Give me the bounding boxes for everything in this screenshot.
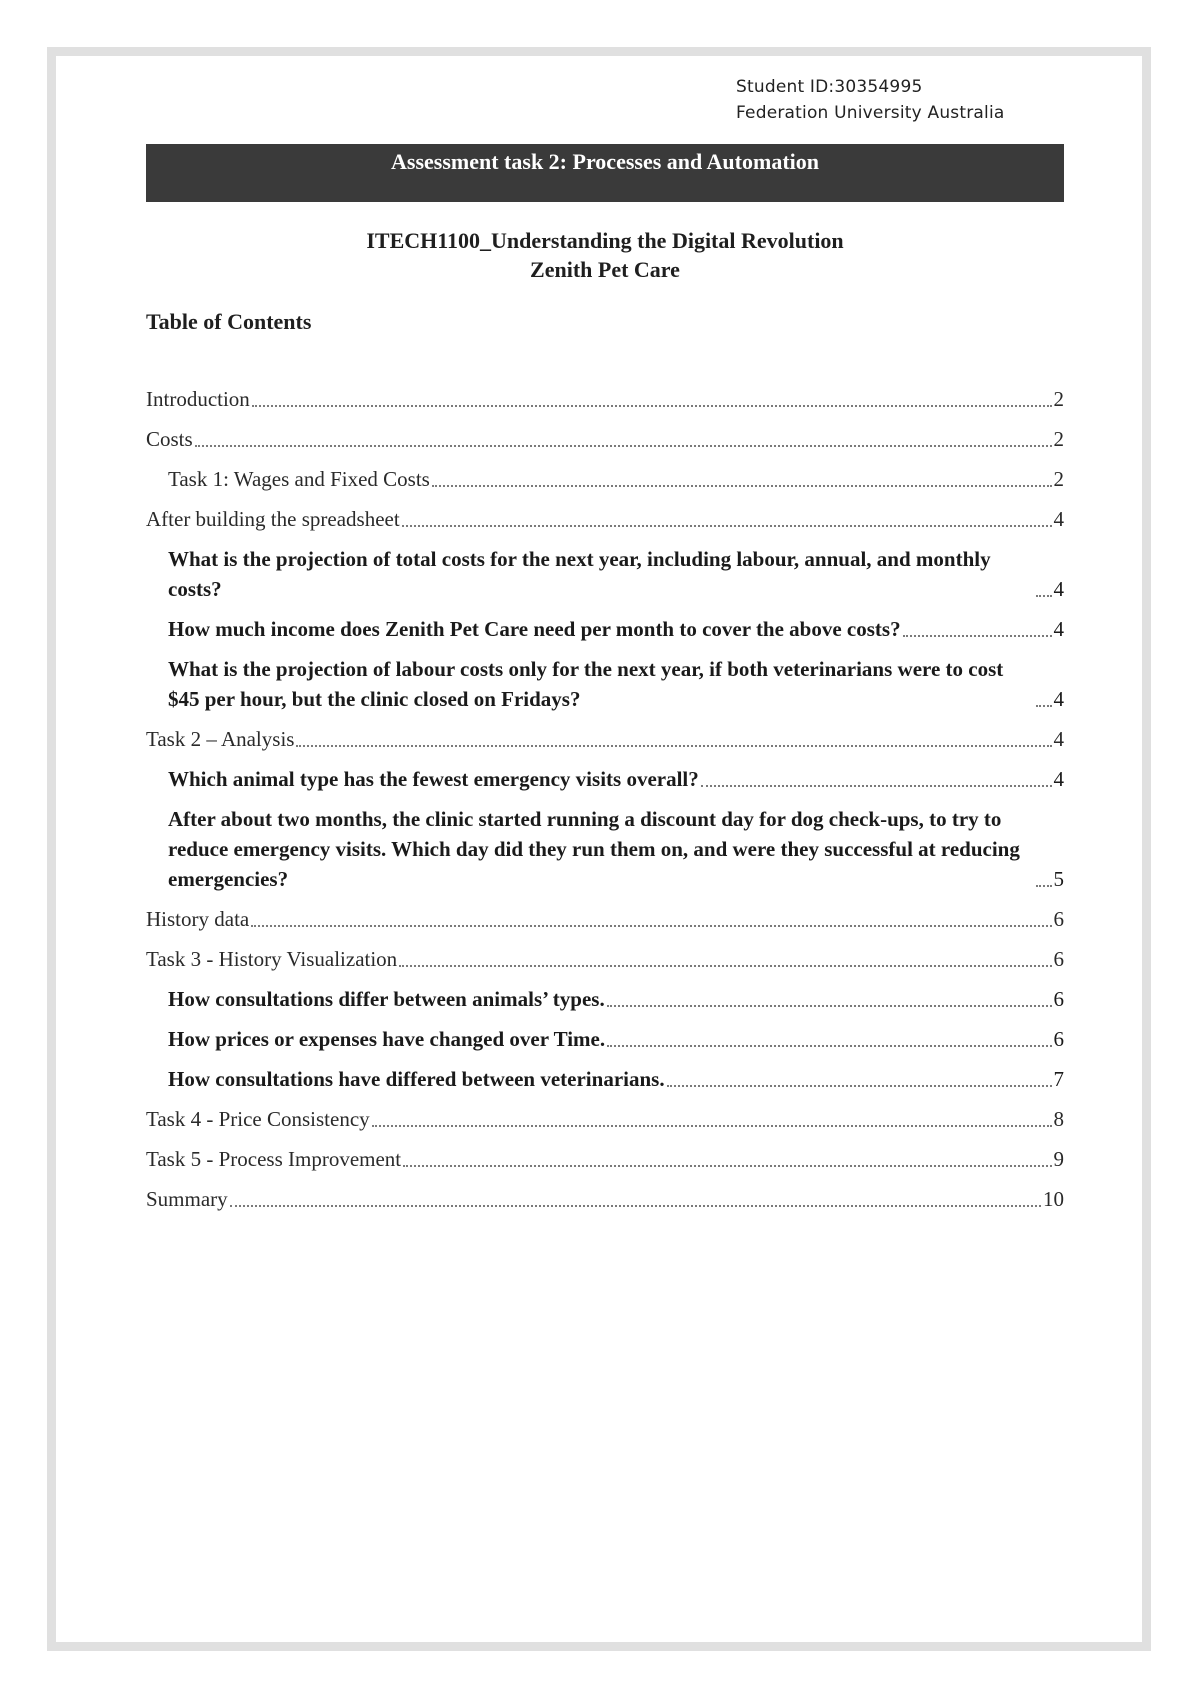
toc-entry-title: How consultations have differed between veterinarians. bbox=[168, 1067, 665, 1091]
toc-entry[interactable] bbox=[146, 984, 1064, 1014]
toc-leader-dots bbox=[251, 925, 1051, 927]
toc-page-number: 9 bbox=[1053, 1147, 1064, 1171]
toc-entry-title: History data bbox=[146, 907, 250, 931]
table-of-contents bbox=[146, 384, 1064, 1224]
assessment-title-bar bbox=[146, 144, 1064, 202]
toc-page-number: 4 bbox=[1053, 767, 1064, 791]
toc-entry[interactable] bbox=[146, 764, 1064, 794]
toc-leader-dots bbox=[1036, 705, 1052, 707]
toc-leader-dots bbox=[230, 1205, 1041, 1207]
toc-entry-title: Costs bbox=[146, 427, 193, 451]
toc-heading: Table of Contents bbox=[146, 309, 312, 334]
toc-leader-dots bbox=[252, 405, 1052, 407]
toc-leader-dots bbox=[1036, 885, 1052, 887]
university-name: Federation University Australia bbox=[736, 103, 1005, 123]
toc-page-number: 4 bbox=[1053, 577, 1064, 601]
toc-entry-title: Which animal type has the fewest emergency visits overall? bbox=[168, 767, 699, 791]
toc-entry[interactable] bbox=[146, 944, 1064, 974]
toc-entry-title: How consultations differ between animals’ types. bbox=[168, 987, 605, 1011]
toc-page-number: 5 bbox=[1053, 867, 1064, 891]
assessment-title: Assessment task 2: Processes and Automation bbox=[391, 149, 819, 174]
toc-page-number: 2 bbox=[1053, 427, 1064, 451]
toc-page-number: 7 bbox=[1053, 1067, 1064, 1091]
toc-entry[interactable] bbox=[146, 904, 1064, 934]
toc-page-number: 6 bbox=[1053, 1027, 1064, 1051]
toc-page-number: 6 bbox=[1053, 907, 1064, 931]
toc-entry-title: After about two months, the clinic started running a discount day for dog check-ups, to try to reduce emergency visits. Which day did they run them on, and were they successful at reducing emergencies? bbox=[168, 807, 1020, 891]
toc-leader-dots bbox=[402, 525, 1052, 527]
toc-leader-dots bbox=[372, 1125, 1052, 1127]
toc-entry[interactable] bbox=[146, 724, 1064, 754]
toc-entry-title: Summary bbox=[146, 1187, 228, 1211]
toc-page-number: 2 bbox=[1053, 467, 1064, 491]
toc-leader-dots bbox=[195, 445, 1052, 447]
page-header bbox=[736, 74, 1005, 126]
toc-entry-title: After building the spreadsheet bbox=[146, 507, 400, 531]
toc-page-number: 2 bbox=[1053, 387, 1064, 411]
toc-entry[interactable] bbox=[146, 654, 1064, 714]
toc-entry[interactable] bbox=[146, 614, 1064, 644]
toc-leader-dots bbox=[403, 1165, 1051, 1167]
toc-page-number: 10 bbox=[1043, 1187, 1064, 1211]
subject-title: Zenith Pet Care bbox=[530, 257, 680, 282]
toc-page-number: 4 bbox=[1053, 687, 1064, 711]
toc-leader-dots bbox=[399, 965, 1051, 967]
toc-entry-title: Task 1: Wages and Fixed Costs bbox=[168, 467, 430, 491]
toc-entry-title: Task 2 – Analysis bbox=[146, 727, 295, 751]
document-title bbox=[146, 226, 1064, 284]
toc-leader-dots bbox=[607, 1045, 1051, 1047]
toc-entry[interactable] bbox=[146, 1104, 1064, 1134]
toc-entry[interactable] bbox=[146, 1144, 1064, 1174]
toc-page-number: 6 bbox=[1053, 947, 1064, 971]
toc-entry-title: How prices or expenses have changed over Time. bbox=[168, 1027, 606, 1051]
toc-entry[interactable] bbox=[146, 804, 1064, 894]
toc-leader-dots bbox=[701, 785, 1052, 787]
toc-leader-dots bbox=[432, 485, 1052, 487]
toc-entry[interactable] bbox=[146, 1064, 1064, 1094]
student-id: Student ID:30354995 bbox=[736, 77, 923, 97]
toc-page-number: 4 bbox=[1053, 617, 1064, 641]
toc-leader-dots bbox=[607, 1005, 1052, 1007]
toc-leader-dots bbox=[296, 745, 1051, 747]
toc-leader-dots bbox=[903, 635, 1052, 637]
toc-leader-dots bbox=[667, 1085, 1052, 1087]
toc-page-number: 4 bbox=[1053, 507, 1064, 531]
toc-entry[interactable] bbox=[146, 424, 1064, 454]
toc-entry-title: What is the projection of labour costs only for the next year, if both veterinarians were to cost $45 per hour, but the clinic closed on Fridays? bbox=[168, 657, 1004, 711]
toc-page-number: 8 bbox=[1053, 1107, 1064, 1131]
toc-entry[interactable] bbox=[146, 1024, 1064, 1054]
toc-entry-title: How much income does Zenith Pet Care need per month to cover the above costs? bbox=[168, 617, 901, 641]
toc-entry[interactable] bbox=[146, 504, 1064, 534]
toc-entry-title: What is the projection of total costs for the next year, including labour, annual, and monthly costs? bbox=[168, 547, 991, 601]
toc-entry[interactable] bbox=[146, 464, 1064, 494]
toc-entry-title: Task 4 - Price Consistency bbox=[146, 1107, 370, 1131]
toc-entry[interactable] bbox=[146, 544, 1064, 604]
toc-leader-dots bbox=[1036, 595, 1052, 597]
toc-page-number: 4 bbox=[1053, 727, 1064, 751]
toc-entry-title: Introduction bbox=[146, 387, 250, 411]
toc-entry-title: Task 3 - History Visualization bbox=[146, 947, 398, 971]
toc-entry[interactable] bbox=[146, 384, 1064, 414]
course-title: ITECH1100_Understanding the Digital Revolution bbox=[366, 228, 844, 253]
toc-entry[interactable] bbox=[146, 1184, 1064, 1214]
toc-entry-title: Task 5 - Process Improvement bbox=[146, 1147, 402, 1171]
toc-page-number: 6 bbox=[1053, 987, 1064, 1011]
